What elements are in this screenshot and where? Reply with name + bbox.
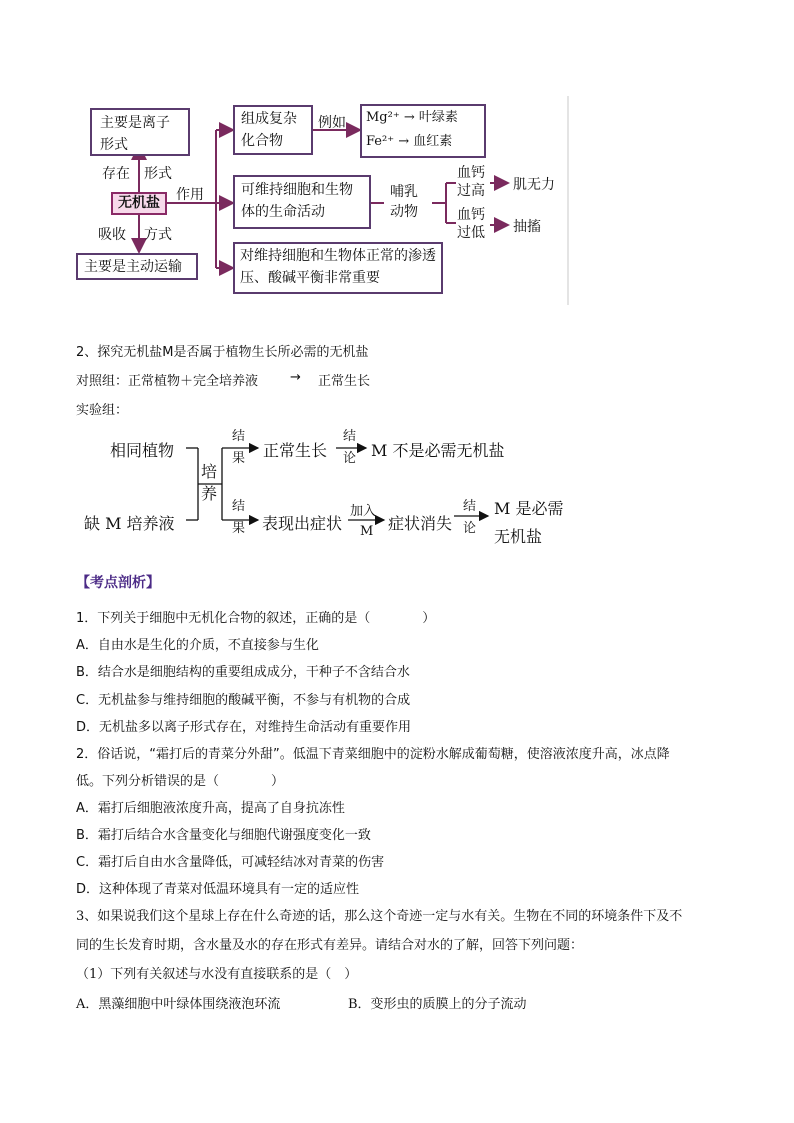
label-muscle-weakness: 肌无力 (513, 177, 555, 193)
symptom-disappear: 症状消失 (388, 514, 453, 533)
inorganic-salt-box: 无机盐 (111, 192, 167, 215)
question-3-sub-1: （1）下列有关叙述与水没有直接联系的是（ ） (76, 967, 358, 982)
question-2-option-a: A．霜打后细胞液浓度升高，提高了自身抗冻性 (76, 801, 345, 816)
m-needed-line1: M 是必需 (494, 499, 564, 518)
fe-example: Fe²⁺ → 血红素 (366, 134, 453, 149)
question-1-option-d: D．无机盐多以离子形式存在，对维持生命活动有重要作用 (76, 720, 412, 735)
lack-m-medium: 缺 M 培养液 (84, 514, 175, 533)
question-3-sub-1-option-a: A．黑藻细胞中叶绿体围绕液泡环流 (76, 997, 281, 1012)
question-1: 1．下列关于细胞中无机化合物的叙述，正确的是（ ） (76, 611, 436, 626)
result-label-1: 结果 (232, 429, 246, 466)
control-arrow: → (290, 370, 301, 385)
conclusion-label-1: 结论 (343, 429, 357, 466)
result-label-2: 结果 (232, 499, 246, 536)
normal-growth: 正常生长 (263, 441, 328, 460)
osmotic-box: 对维持细胞和生物体正常的渗透压、酸碱平衡非常重要 (233, 242, 443, 294)
show-symptom: 表现出症状 (262, 514, 343, 533)
m-needed-line2: 无机盐 (494, 527, 543, 546)
culture-label: 培养 (201, 462, 218, 503)
label-function: 作用 (176, 187, 204, 203)
label-example: 例如 (318, 115, 346, 131)
question-2-option-d: D．这种体现了青菜对低温环境具有一定的适应性 (76, 882, 360, 897)
ion-form-box: 主要是离子形式 (90, 108, 190, 156)
same-plant: 相同植物 (110, 441, 175, 460)
question-2-option-c: C．霜打后自由水含量降低，可减轻结冰对青菜的伤害 (76, 855, 385, 870)
m-not-needed: M 不是必需无机盐 (371, 441, 505, 460)
question-3-line-2: 同的生长发育时期，含水量及水的存在形式有差异。请结合对水的了解，回答下列问题： (76, 938, 584, 953)
label-high-calcium: 血钙过高 (457, 165, 485, 199)
question-1-option-a: A．自由水是生化的介质，不直接参与生化 (76, 638, 319, 653)
m-label: M (360, 524, 374, 539)
life-activity-box: 可维持细胞和生物体的生命活动 (233, 175, 371, 229)
question-3-sub-1-option-b: B．变形虫的质膜上的分子流动 (348, 997, 527, 1012)
question-3-line-1: 3、如果说我们这个星球上存在什么奇迹的话，那么这个奇迹一定与水有关。生物在不同的环境条件下及不 (76, 909, 683, 924)
conclusion-label-2: 结论 (463, 499, 477, 536)
compound-box: 组成复杂化合物 (233, 105, 313, 155)
label-cramp: 抽搐 (513, 219, 541, 235)
control-group: 对照组：正常植物＋完全培养液 (76, 374, 259, 389)
analysis-heading: 【考点剖析】 (76, 575, 160, 591)
label-low-calcium: 血钙过低 (457, 207, 485, 241)
label-mammal: 哺乳动物 (390, 184, 418, 220)
experimental-group-label: 实验组： (76, 403, 129, 418)
label-absorb: 吸收 (98, 227, 126, 243)
label-form: 形式 (144, 166, 172, 182)
experiment-diagram-lines (0, 0, 794, 560)
control-result: 正常生长 (318, 374, 371, 389)
question-1-option-c: C．无机盐参与维持细胞的酸碱平衡，不参与有机物的合成 (76, 693, 411, 708)
active-transport-box: 主要是主动运输 (76, 253, 198, 280)
question-2-line-1: 2．俗话说，“霜打后的青菜分外甜”。低温下青菜细胞中的淀粉水解成葡萄糖，使溶液浓度升高，冰点降 (76, 747, 670, 762)
label-way: 方式 (144, 227, 172, 243)
mg-example: Mg²⁺ → 叶绿素 (366, 110, 458, 125)
section2-title: 2、探究无机盐M是否属于植物生长所必需的无机盐 (76, 345, 369, 360)
question-2-line-2: 低。下列分析错误的是（ ） (76, 774, 285, 789)
question-2-option-b: B．霜打后结合水含量变化与细胞代谢强度变化一致 (76, 828, 371, 843)
question-1-option-b: B．结合水是细胞结构的重要组成成分，干种子不含结合水 (76, 665, 410, 680)
label-exist: 存在 (102, 166, 130, 182)
add-label: 加入 (350, 504, 377, 519)
